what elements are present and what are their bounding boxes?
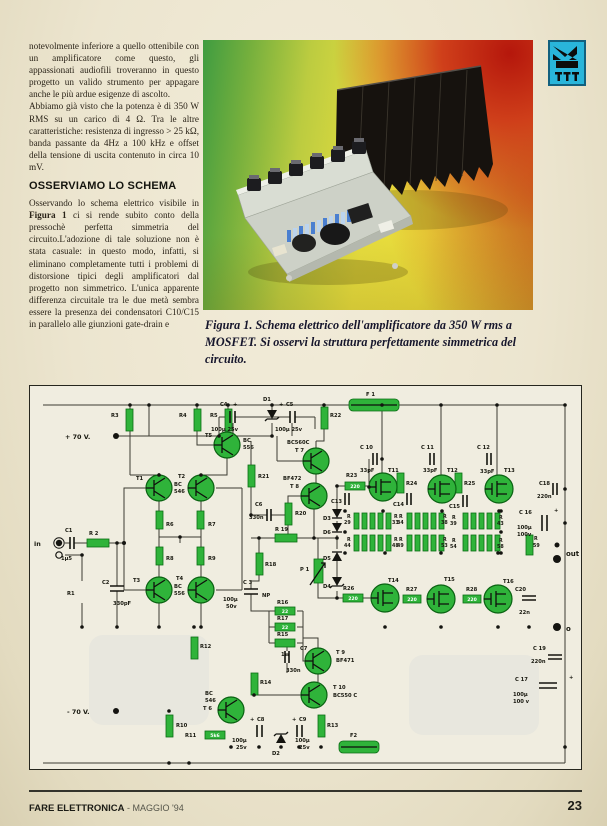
schematic-label: 22 [281,610,289,615]
schematic-label: R [347,538,351,543]
schematic-label: BF472 [283,476,302,482]
bank-resistor [378,535,383,551]
schematic-label: C 10 [360,445,373,451]
bank-resistor [463,513,468,529]
schematic-label: C20 [515,587,527,593]
schematic-label: C5 [286,402,294,408]
schematic-label: R14 [260,680,272,686]
bank-resistor [370,535,375,551]
schematic-label: R [394,538,398,543]
out-terminal [555,543,560,548]
schematic-label: 50v [226,604,237,610]
schematic-label: C2 [102,580,110,586]
schematic-label: R25 [464,481,476,487]
bank-resistor [370,513,375,529]
schematic-label: + [554,508,559,514]
board-component-dark-2 [292,234,316,252]
schematic-label: R15 [277,632,289,638]
schematic-label: R8 [166,556,174,562]
schematic-label: C 3 [243,580,253,586]
schematic-label: 220 [348,597,358,602]
schematic-label: R12 [200,644,212,650]
schematic-label: T1 [136,476,144,482]
schematic-label: R [399,515,403,520]
schematic-label: R13 [327,723,339,729]
magazine-logo [548,40,586,86]
schematic-label: 58 [497,545,504,550]
schematic-label: R7 [208,522,216,528]
schematic-label: o [566,625,571,633]
schematic-label: T16 [503,579,514,585]
schematic-label: D5 [323,556,331,562]
text-column [29,40,199,330]
schematic-svg [29,385,582,770]
schematic-label: 25v [299,745,310,751]
photo-shapes [203,40,533,310]
schematic-label: T12 [447,468,458,474]
schematic-label: C18 [539,481,551,487]
schematic-label: R10 [176,723,188,729]
bank-resistor [386,513,391,529]
page-number: 23 [567,798,582,813]
schematic-label: 100µ [232,738,247,744]
schematic-label: 220n [537,494,552,500]
schematic-label: C 16 [519,510,532,516]
schematic-label: D4 [323,584,331,590]
bank-resistor [362,513,367,529]
schematic-label: T13 [504,468,515,474]
schematic-label: R1 [67,591,75,597]
schematic-label: 53 [441,544,448,549]
schematic-label: in [34,540,41,548]
schematic-label: T 8 [290,484,299,490]
schematic-label: T4 [176,576,184,582]
schematic-label: 100µ [517,525,532,531]
schematic-label: + [233,402,238,408]
schematic-label: BC [174,482,182,488]
bank-resistor [423,535,428,551]
bank-resistor [407,513,412,529]
schematic-label: R16 [277,600,289,606]
section-heading: OSSERVIAMO LO SCHEMA [29,180,177,193]
bank-resistor [463,535,468,551]
paragraph-2: Abbiamo già visto che la potenza è di 350 W RMS su un carico di 4 Ω. Tra le altre caratteristiche: resistenza di ingresso > 25 kΩ, banda passante da 4Hz a 100 kHz e offset della tensione di uscita contenuto in circa 10 mV. [29,101,199,172]
schematic-label: R27 [406,587,418,593]
paragraph-3-post: ci si rende subito conto della pressochè perfetta simmetria del circuito.L'adozione di tale soluzione non è stata casuale: in questo modo, infatti, si eliminano completamente tutti i problemi di distorsione tipici degli amplificatori dal progetto non simmetrico. L'unica apparente differenza circuitale tra le due metà sembra essere la presenza dei condensatori C10/C15 in parallelo alle giunzioni gate-drain e [29,210,199,329]
paragraph-3 [29,197,199,330]
schematic-label: R24 [406,481,418,487]
schematic-label: T5 [205,433,213,439]
schematic-label: R 19 [275,527,289,533]
schematic-label: 220n [531,659,546,665]
schematic-label: BC550 C [333,693,358,699]
schematic-label: T11 [388,468,399,474]
schematic-label: C13 [331,499,343,505]
schematic-label: R [443,538,447,543]
schematic-label: R [499,539,503,544]
schematic-label: 330n [286,668,301,674]
schematic-label: C1 [65,528,73,534]
schematic-label: R21 [258,474,270,480]
schematic-label: 100 v [513,699,530,705]
schematic-label: out [566,550,580,558]
schematic-label: C4 [220,402,228,408]
schematic-label: C 19 [533,646,546,652]
schematic-label: R28 [466,587,478,593]
schematic-label: T 7 [295,448,304,454]
schematic-label: 29 [344,521,351,526]
bank-resistor [354,535,359,551]
schematic-label: 100µ 25v [275,427,303,433]
schematic-label: 546 [174,489,185,495]
schematic-label: R5 [210,413,218,419]
schematic-label: BF471 [336,658,355,664]
paragraph-1: notevolmente inferiore a quello ottenibile con un amplificatore come questo, gli appassionati audiofili troveranno in questo progetto un valido strumento per appagare anche le più ardue esigenze di ascolto. [29,41,199,100]
schematic-label: P 1 [300,567,310,573]
schematic-label: R17 [277,616,289,622]
schematic-label: C7 [300,646,308,652]
bank-resistor [471,513,476,529]
paragraph-3-pre: Osservando lo schema elettrico visibile in [29,198,199,209]
schematic-label: + [250,717,255,723]
schematic-label: 43 [497,522,504,527]
schematic-label: 330pF [113,601,132,607]
schematic-label: C6 [255,502,263,508]
schematic-label: T14 [388,578,399,584]
schematic-label: D2 [272,751,280,757]
schematic-label: + [569,675,574,681]
schematic-label: T15 [444,577,455,583]
schematic-label: NP [262,593,271,599]
bank-resistor [471,535,476,551]
schematic-label: 49 [397,544,404,549]
schematic-label: 100µ 25v [211,427,239,433]
schematic-label: D6 [323,530,331,536]
bank-resistor [415,513,420,529]
schematic-label: - 70 V. [67,708,90,716]
schematic-label: R [394,515,398,520]
schematic-label: R4 [179,413,187,419]
schematic-label: 33pF [423,468,438,474]
board-component-dark-1 [320,223,350,245]
schematic-label: + [279,402,284,408]
schematic-label: 34 [397,521,404,526]
paragraph-3-figure-ref: Figura 1 [29,210,67,221]
schematic-label: 546 [205,698,216,704]
schematic-label: 1µ5 [61,556,73,562]
schematic-label: R [499,516,503,521]
schematic-label: R11 [185,733,197,739]
schematic-label: 59 [533,544,540,549]
schematic-label: 33 [392,521,399,526]
bank-resistor [431,513,436,529]
board-foot-2 [392,263,398,269]
schematic-label: + [292,717,297,723]
schematic-label: C15 [449,504,461,510]
schematic-label: 33pF [480,469,495,475]
footer-magazine [29,798,184,816]
schematic-label: BC [174,584,182,590]
schematic-label: 330n [249,515,264,521]
magazine-name: FARE ELETTRONICA [29,803,125,814]
schematic-label: 54 [450,545,457,550]
bank-resistor [479,513,484,529]
schematic-label: D3 [323,516,331,522]
schematic-label: C9 [299,717,307,723]
bank-resistor [378,513,383,529]
schematic-label: BC [205,691,213,697]
schematic-label: 33pF [360,468,375,474]
schematic-label: T3 [133,578,141,584]
schematic-label: R [452,516,456,521]
schematic-label: R3 [111,413,119,419]
schematic-label: 220 [407,598,417,603]
schematic-label: R [443,515,447,520]
page-footer [29,790,582,816]
bank-resistor [407,535,412,551]
schematic-label: R9 [208,556,216,562]
schematic-label: 22n [519,610,530,616]
schematic-label: R [452,539,456,544]
logo-glyph-bar [556,61,578,68]
issue-date: - MAGGIO '94 [124,803,184,813]
bank-resistor [431,535,436,551]
schematic-label: F2 [350,733,358,739]
schematic-label: T 6 [203,706,212,712]
bank-resistor [487,513,492,529]
schematic-label: R [399,538,403,543]
schematic-label: 39 [450,522,457,527]
bank-resistor [479,535,484,551]
schematic-label: T2 [178,474,186,480]
schematic-label: R18 [265,562,277,568]
schematic-label: T 9 [336,650,345,656]
board-foot-1 [286,275,292,281]
schematic-label: 556 [174,591,185,597]
figure-caption: Figura 1. Schema elettrico dell'amplificatore da 350 W rms a MOSFET. Si osservi la struttura perfettamente simmetrica del circuito. [205,318,517,366]
schematic-label: 5k6 [210,734,220,739]
schematic-label: 556 [243,445,254,451]
schematic-label: C 11 [421,445,434,451]
schematic-label: 38 [441,521,448,526]
schematic-label: R22 [330,413,342,419]
schematic-label: 1w [281,652,290,658]
schematic-label: C14 [393,502,405,508]
schematic-label: 22 [281,626,289,631]
bank-resistor [423,513,428,529]
schematic-label: C 12 [477,445,490,451]
schematic-label: 220 [350,485,360,490]
schematic-label: R23 [346,473,358,479]
schematic-label: 100v [517,532,532,538]
schematic-label: BC [243,438,251,444]
schematic-label: R 2 [89,531,99,537]
schematic-label: R6 [166,522,174,528]
schematic-label: R26 [343,586,355,592]
schematic-label: T 10 [333,685,346,691]
schematic-label: R [534,537,538,542]
schematic-label: + 70 V. [65,433,91,441]
schematic-label: R [347,515,351,520]
schematic-label: 25v [236,745,247,751]
bank-resistor [487,535,492,551]
schematic-label: 220 [467,598,477,603]
bank-resistor [415,535,420,551]
schematic-label: C8 [257,717,265,723]
input-jack-hot [56,540,62,546]
schematic-label: C 17 [515,677,528,683]
schematic-label: F 1 [366,392,375,398]
schematic-label: R20 [295,511,307,517]
schematic-label: 48 [392,544,399,549]
schematic-label: BC560C [287,440,310,446]
bank-resistor [354,513,359,529]
figure-photo [203,40,533,310]
logo-glyph-feet [555,72,579,81]
schematic-label: 100µ [295,738,310,744]
schematic-label: 100µ [513,692,528,698]
bank-resistor [362,535,367,551]
schematic-label: D1 [263,397,271,403]
schematic-label: 100µ [223,597,238,603]
schematic-label: 44 [344,544,351,549]
bank-resistor [386,535,391,551]
